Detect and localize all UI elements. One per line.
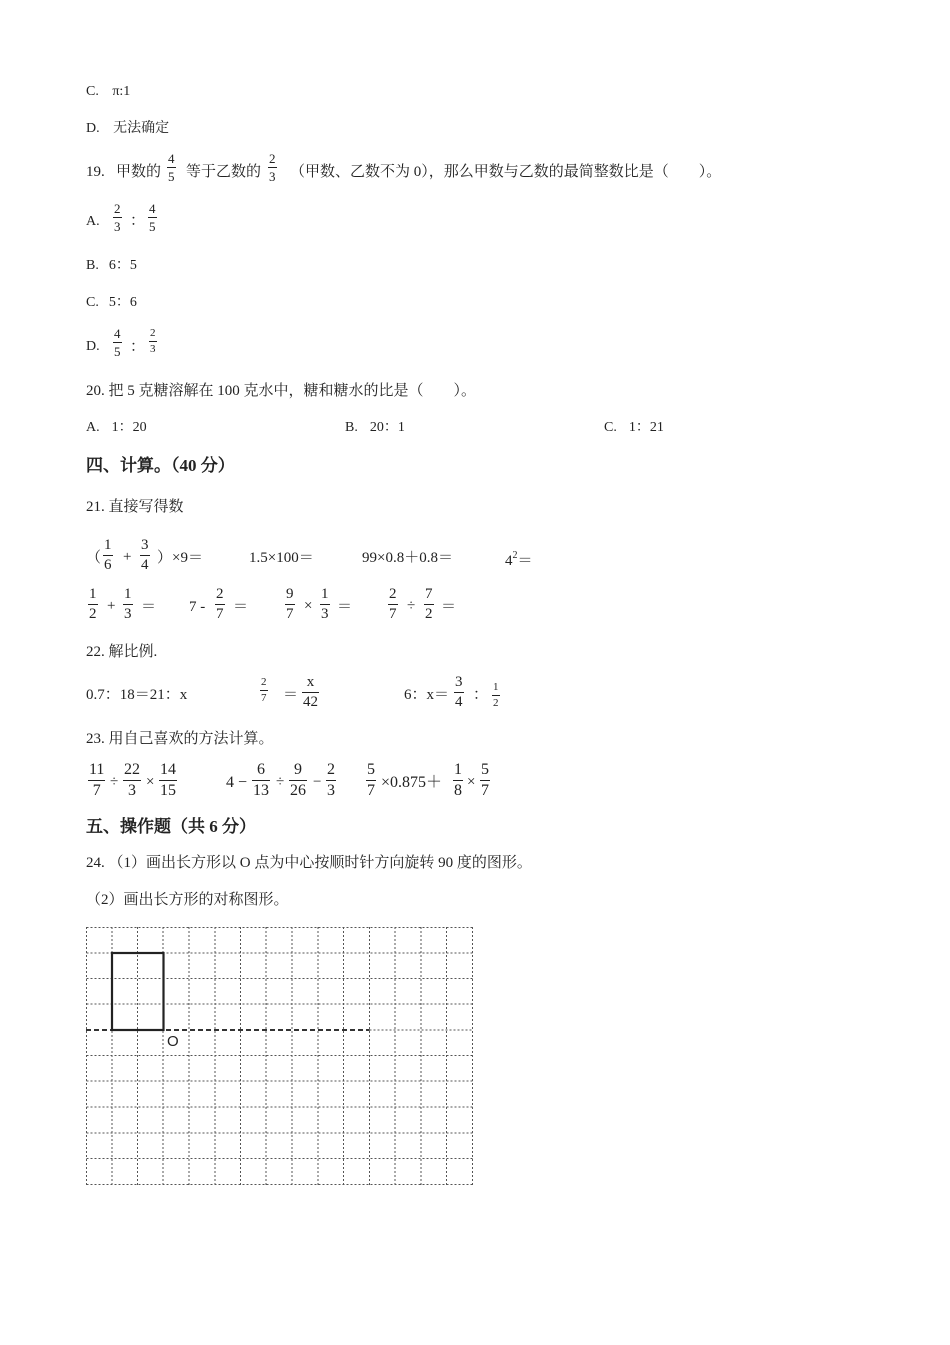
- grid-lines: [87, 927, 473, 1185]
- fraction: 9 26: [290, 761, 306, 799]
- fraction: 4 5: [114, 326, 121, 359]
- fraction: 2 3: [327, 761, 335, 799]
- expression: 99×0.8＋0.8＝: [362, 550, 453, 566]
- question-text: 等于乙数的: [186, 164, 262, 180]
- question-text: （2）画出长方形的对称图形。: [86, 892, 289, 908]
- option-label: D.: [86, 121, 100, 136]
- operator: ×: [467, 774, 476, 790]
- fraction: 2 7: [389, 586, 397, 622]
- fraction: 7 2: [425, 586, 433, 622]
- q18-option-d: [86, 122, 169, 136]
- equals: ＝: [233, 599, 249, 615]
- fraction: 2 7: [261, 676, 267, 704]
- q19-option-b: B. 6：5: [86, 258, 137, 273]
- fraction: 3 4: [141, 537, 149, 573]
- section-title: 五、操作题（共 6 分）: [86, 817, 256, 836]
- expression: $4^2=$: [505, 550, 533, 569]
- fraction: 5 7: [367, 761, 375, 799]
- option-label: C.: [86, 84, 99, 99]
- q20-option-c: C. 1：21: [604, 420, 664, 435]
- fraction: 9 7: [286, 586, 294, 622]
- point-o-label: O: [167, 1033, 179, 1050]
- q19-option-c: C. 5：6: [86, 295, 137, 310]
- fraction: x 42: [303, 674, 318, 710]
- operator: ×: [304, 598, 313, 614]
- section-title: 四、计算。（40 分）: [86, 456, 235, 475]
- fraction: 1 2: [493, 681, 499, 709]
- fraction: 6 13: [253, 761, 269, 799]
- equals: ＝: [141, 599, 157, 615]
- operator: ÷: [276, 774, 285, 790]
- fraction: 22 3: [124, 761, 140, 799]
- expression: 6：x＝: [404, 687, 450, 703]
- fraction: 3 4: [455, 674, 463, 710]
- question-text: （甲数、乙数不为 0），那么甲数与乙数的最简整数比是（ ）。: [290, 164, 722, 180]
- fraction: 1 3: [124, 586, 132, 622]
- fraction: 11 7: [89, 761, 105, 799]
- paren: （: [86, 550, 102, 566]
- option-label: D.: [86, 339, 100, 354]
- grid-svg: [86, 927, 473, 1185]
- operator: ×: [146, 774, 155, 790]
- question-text: 22. 解比例.: [86, 644, 158, 660]
- question-text: 24. （1）画出长方形以 O 点为中心按顺时针方向旋转 90 度的图形。: [86, 855, 532, 871]
- q18-option-c: [86, 85, 130, 99]
- expression: 4 −: [226, 774, 248, 791]
- expression: 0.7：18＝21：x: [86, 687, 188, 703]
- operator: ÷: [407, 598, 416, 614]
- fraction: 1 2: [89, 586, 97, 622]
- equals: ＝: [337, 599, 353, 615]
- operator: −: [313, 774, 322, 790]
- operator: +: [107, 598, 116, 614]
- option-text: π:1: [112, 84, 131, 99]
- question-text: 甲数的: [116, 164, 162, 180]
- question-text: 21. 直接写得数: [86, 499, 184, 515]
- colon: ：: [130, 339, 146, 355]
- equals: ＝: [283, 687, 299, 703]
- operator: ÷: [110, 774, 119, 790]
- fraction: 14 15: [160, 761, 176, 799]
- question-text: 20. 把 5 克糖溶解在 100 克水中，糖和糖水的比是（ ）。: [86, 383, 477, 399]
- dotted-grid: [86, 927, 473, 1185]
- fraction: 1 6: [104, 537, 112, 573]
- question-number: 19.: [86, 164, 105, 180]
- fraction: 2 3: [150, 327, 156, 355]
- option-label: A.: [86, 214, 100, 229]
- expression: 1.5×100＝: [249, 550, 314, 566]
- fraction: 5 7: [481, 761, 489, 799]
- fraction: 2 7: [216, 586, 224, 622]
- fraction: 2 3: [269, 151, 276, 184]
- equals: ＝: [441, 599, 457, 615]
- expression: 7 -: [189, 599, 206, 615]
- option-text: 无法确定: [113, 121, 170, 136]
- colon: ：: [130, 213, 146, 229]
- fraction: 2 3: [114, 201, 121, 234]
- operator: +: [123, 549, 132, 565]
- fraction: 1 3: [321, 586, 329, 622]
- expression: ×0.875＋: [381, 774, 443, 791]
- question-text: 23. 用自己喜欢的方法计算。: [86, 731, 274, 747]
- fraction: 4 5: [168, 151, 175, 184]
- q20-option-a: A. 1：20: [86, 420, 147, 435]
- q20-option-b: B. 20：1: [345, 420, 405, 435]
- expression: ）×9＝: [157, 550, 203, 566]
- colon: ：: [473, 687, 489, 703]
- fraction: 1 8: [454, 761, 462, 799]
- fraction: 4 5: [149, 201, 156, 234]
